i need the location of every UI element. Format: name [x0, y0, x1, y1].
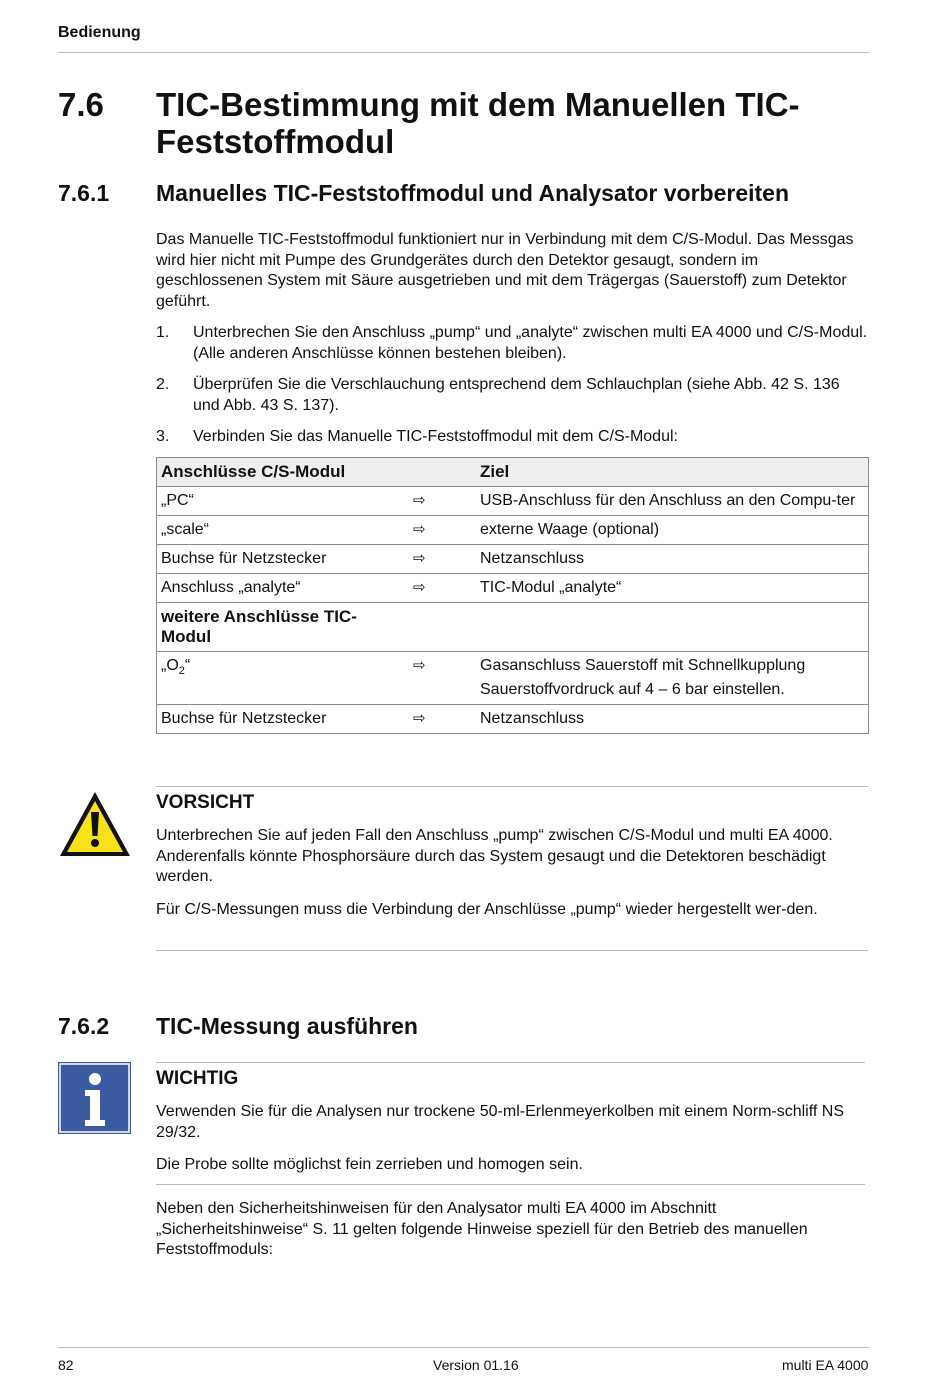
connection-cell: „PC“ — [157, 487, 406, 516]
table-row — [157, 574, 869, 603]
target-cell: Netzanschluss — [476, 705, 869, 734]
target-cell: externe Waage (optional) — [476, 516, 869, 545]
subsection-number-2: 7.6.2 — [58, 1013, 110, 1039]
important-top-divider — [156, 1062, 865, 1063]
connection-cell: „scale“ — [157, 516, 406, 545]
column-header-connections: Anschlüsse C/S-Modul — [157, 458, 406, 487]
footer-divider — [58, 1347, 869, 1348]
table-row — [157, 705, 869, 734]
hollow-right-arrow-icon: ⇨ — [413, 492, 426, 509]
hollow-right-arrow-icon: ⇨ — [413, 521, 426, 538]
step-number: 3. — [156, 428, 170, 445]
connection-cell: $„O_2“$ — [157, 652, 406, 705]
table-subheader-row — [157, 603, 869, 652]
step-text: Verbinden Sie das Manuelle TIC-Feststoffmodul mit dem C/S-Modul: — [193, 428, 678, 445]
step-number: 2. — [156, 376, 170, 393]
subsection-title-2: TIC-Messung ausführen — [156, 1013, 418, 1039]
hollow-right-arrow-icon: ⇨ — [413, 550, 426, 567]
warning-triangle-icon — [58, 790, 132, 858]
caution-title: VORSICHT — [156, 792, 255, 813]
target-cell: USB-Anschluss für den Anschluss an den Compu-ter — [476, 487, 869, 516]
column-header-target: Ziel — [476, 458, 869, 487]
subsection-heading-2 — [58, 1013, 418, 1040]
hollow-right-arrow-icon: ⇨ — [413, 710, 426, 727]
subsection-heading-1 — [58, 180, 790, 207]
section-title: TIC-Bestimmung mit dem Manuellen TIC-Feststoffmodul — [156, 86, 800, 160]
page-number: 82 — [58, 1357, 74, 1373]
connection-cell: Buchse für Netzstecker — [157, 705, 406, 734]
caution-paragraph: Unterbrechen Sie auf jeden Fall den Anschluss „pump“ zwischen C/S-Modul und multi EA 4000. Anderenfalls könnte Phosphorsäure durch das System gesaugt und die Detektoren beschädigt werden. — [156, 827, 833, 885]
info-icon — [58, 1062, 131, 1134]
closing-paragraph: Neben den Sicherheitshinweisen für den Analysator multi EA 4000 im Abschnitt „Sicherheitshinweise“ S. 11 gelten folgende Hinweise speziell für den Betrieb des manuellen Feststoffmoduls: — [156, 1200, 808, 1258]
connection-cell: Anschluss „analyte“ — [157, 574, 406, 603]
table-subheader: weitere Anschlüsse TIC-Modul — [157, 603, 406, 652]
section-number: 7.6 — [58, 86, 104, 123]
product-name: multi EA 4000 — [782, 1357, 869, 1373]
step-text: Überprüfen Sie die Verschlauchung entsprechend dem Schlauchplan (siehe Abb. 42 S. 136 und Abb. 43 S. 137). — [193, 376, 840, 414]
target-cell: TIC-Modul „analyte“ — [476, 574, 869, 603]
important-title: WICHTIG — [156, 1068, 239, 1089]
step-text: Unterbrechen Sie den Anschluss „pump“ und „analyte“ zwischen multi EA 4000 und C/S-Modul. (Alle anderen Anschlüsse können bestehen bleiben). — [193, 324, 868, 362]
table-row — [157, 516, 869, 545]
subsection-number-1: 7.6.1 — [58, 180, 110, 206]
connections-table — [156, 457, 869, 734]
intro-paragraph: Das Manuelle TIC-Feststoffmodul funktioniert nur in Verbindung mit dem C/S-Modul. Das Messgas wird hier nicht mit Pumpe des Grundgerätes durch den Detektor gesaugt, sondern im geschlossenen System mit Säure ausgetrieben und mit dem Trägergas (Sauerstoff) zum Detektor geführt. — [156, 231, 854, 310]
hollow-right-arrow-icon: ⇨ — [413, 579, 426, 596]
subsection-title-1: Manuelles TIC-Feststoffmodul und Analysator vorbereiten — [156, 180, 790, 206]
target-cell: Netzanschluss — [476, 545, 869, 574]
caution-top-divider — [156, 786, 868, 787]
table-row — [157, 545, 869, 574]
table-row — [157, 652, 869, 705]
version-label: Version 01.16 — [433, 1357, 519, 1373]
important-paragraph: Verwenden Sie für die Analysen nur trockene 50-ml-Erlenmeyerkolben mit einem Norm-schliff NS 29/32. — [156, 1103, 845, 1141]
connection-cell: Buchse für Netzstecker — [157, 545, 406, 574]
important-paragraph: Die Probe sollte möglichst fein zerrieben und homogen sein. — [156, 1156, 583, 1173]
step-number: 1. — [156, 324, 170, 341]
running-header: Bedienung — [58, 24, 141, 41]
header-divider — [58, 52, 869, 53]
caution-paragraph: Für C/S-Messungen muss die Verbindung der Anschlüsse „pump“ wieder hergestellt wer-den. — [156, 901, 818, 918]
hollow-right-arrow-icon: ⇨ — [413, 657, 426, 674]
table-header-row — [157, 458, 869, 487]
important-bottom-divider — [156, 1184, 865, 1185]
target-cell: Gasanschluss Sauerstoff mit Schnellkupplung Sauerstoffvordruck auf 4 – 6 bar einstellen. — [476, 652, 869, 705]
caution-bottom-divider — [156, 950, 868, 951]
table-row — [157, 487, 869, 516]
